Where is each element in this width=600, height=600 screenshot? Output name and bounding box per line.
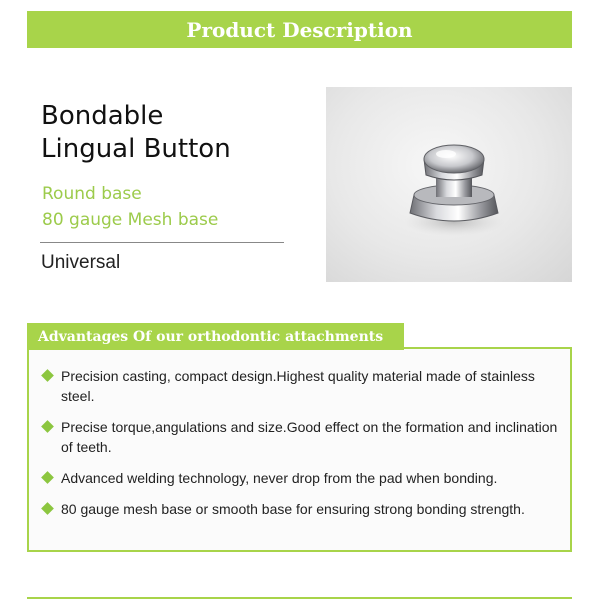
- advantages-list: [41, 366, 571, 530]
- list-item-text: Advanced welding technology, never drop from the pad when bonding.: [61, 470, 498, 486]
- list-item-text: Precision casting, compact design.Highest quality material made of stainless steel.: [61, 368, 535, 404]
- diamond-bullet-icon: [41, 369, 54, 382]
- divider: [40, 242, 284, 243]
- product-name: [41, 100, 311, 166]
- variant-label: Universal: [41, 252, 121, 273]
- diamond-bullet-icon: [41, 471, 54, 484]
- product-photo: [326, 87, 572, 282]
- product-description-header: [27, 11, 572, 48]
- feature-mesh-base: 80 gauge Mesh base: [42, 210, 219, 230]
- list-item: [41, 468, 571, 488]
- list-item-text: Precise torque,angulations and size.Good effect on the formation and inclination of teeth.: [61, 419, 558, 455]
- list-item: [41, 499, 571, 519]
- list-item-text: 80 gauge mesh base or smooth base for ensuring strong bonding strength.: [61, 501, 525, 517]
- feature-round-base: Round base: [42, 184, 142, 204]
- advantages-heading-tab: [27, 323, 404, 350]
- product-name-line1: Bondable: [41, 101, 164, 131]
- list-item: [41, 366, 571, 406]
- section-title: Product Description: [186, 17, 413, 42]
- lingual-button-image: [326, 87, 572, 282]
- diamond-bullet-icon: [41, 420, 54, 433]
- diamond-bullet-icon: [41, 502, 54, 515]
- list-item: [41, 417, 571, 457]
- product-name-line2: Lingual Button: [41, 134, 231, 164]
- footer-divider: [27, 597, 572, 599]
- advantages-heading: Advantages Of our orthodontic attachments: [38, 328, 384, 345]
